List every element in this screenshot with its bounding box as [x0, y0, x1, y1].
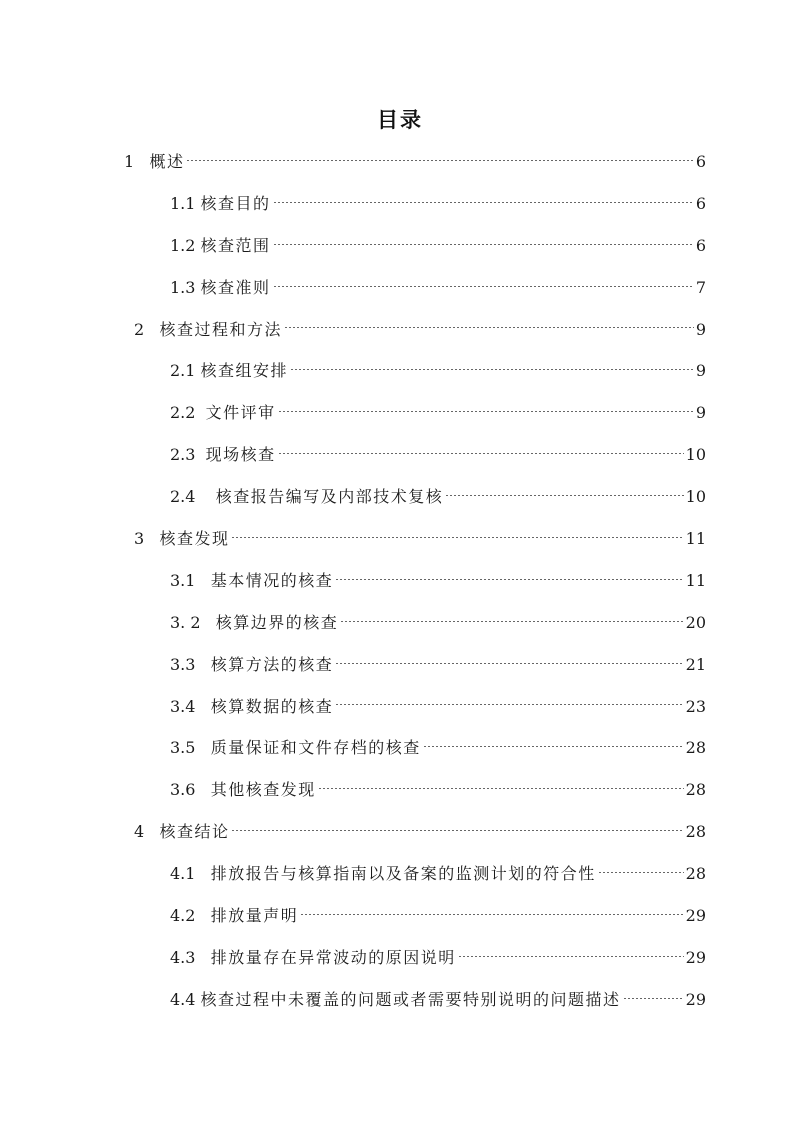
toc-entry-page: 20	[685, 612, 706, 632]
toc-entry-title: 现场核查	[205, 445, 276, 465]
toc-entry-title: 核算数据的核查	[210, 696, 334, 716]
toc-entry-2-2	[0, 392, 800, 434]
toc-entry-title: 核算边界的核查	[215, 612, 339, 632]
toc-entry-number: 3.4	[170, 696, 211, 716]
toc-entry-page: 10	[685, 487, 706, 507]
toc-entry-2	[0, 309, 800, 351]
toc-entry-title: 排放量声明	[210, 905, 299, 925]
toc-entry-page: 9	[695, 403, 706, 423]
dot-leader	[186, 160, 693, 161]
toc-entry-number: 3. 2	[170, 612, 216, 632]
dot-leader	[300, 914, 683, 915]
toc-entry-3-6	[0, 769, 800, 811]
toc-entry-number: 4	[134, 822, 160, 842]
dot-leader	[340, 621, 683, 622]
toc-entry-number: 1.3	[170, 277, 201, 297]
toc-entry-page: 7	[695, 277, 706, 297]
toc-entry-number: 3.6	[170, 780, 211, 800]
toc-entry-number: 2.3	[170, 445, 206, 465]
toc-entry-number: 1.2	[170, 235, 201, 255]
dot-leader	[445, 495, 683, 496]
dot-leader	[231, 830, 683, 831]
toc-entry-title: 核查报告编写及内部技术复核	[215, 487, 444, 507]
toc-entry-page: 9	[695, 319, 706, 339]
toc-entry-title: 核查组安排	[200, 361, 289, 381]
toc-entry-2-4	[0, 476, 800, 518]
dot-leader	[423, 746, 684, 747]
dot-leader	[278, 453, 684, 454]
toc-entry-4-2	[0, 895, 800, 937]
toc-entry-3-5	[0, 727, 800, 769]
toc-entry-number: 4.2	[170, 905, 211, 925]
toc-entry-title: 核算方法的核查	[210, 654, 334, 674]
toc-entry-title: 核查过程中未覆盖的问题或者需要特别说明的问题描述	[200, 989, 621, 1009]
toc-entry-page: 10	[685, 445, 706, 465]
toc-entry-page: 9	[695, 361, 706, 381]
toc-entry-title: 核查发现	[159, 528, 230, 548]
dot-leader	[335, 579, 683, 580]
toc-entry-number: 3.5	[170, 738, 211, 758]
toc-entry-title: 核查范围	[200, 235, 271, 255]
toc-entry-title: 概述	[149, 151, 185, 171]
toc-entry-number: 2.1	[170, 361, 201, 381]
toc-entry-3	[0, 518, 800, 560]
toc-entry-page: 23	[685, 696, 706, 716]
toc-entry-page: 11	[685, 570, 706, 590]
toc-title: 目录	[377, 107, 423, 132]
dot-leader	[335, 704, 683, 705]
toc-entry-page: 29	[685, 989, 706, 1009]
toc-entry-title: 核查准则	[200, 277, 271, 297]
toc-entry-number: 2.2	[170, 403, 206, 423]
dot-leader	[273, 286, 694, 287]
toc-entry-3-1	[0, 560, 800, 602]
toc-entry-page: 28	[685, 822, 706, 842]
dot-leader	[335, 663, 683, 664]
toc-entry-title: 核查过程和方法	[159, 319, 282, 339]
dot-leader	[623, 998, 684, 999]
toc-entry-number: 3.1	[170, 570, 211, 590]
toc-entry-number: 2.4	[170, 487, 216, 507]
toc-entry-title: 文件评审	[205, 403, 276, 423]
dot-leader	[273, 202, 694, 203]
toc-entry-4-3	[0, 937, 800, 979]
toc-entry-page: 28	[685, 780, 706, 800]
toc-entry-page: 21	[685, 654, 706, 674]
toc-entry-title: 核查目的	[200, 193, 271, 213]
toc-entry-title: 基本情况的核查	[210, 570, 334, 590]
toc-entry-3-4	[0, 686, 800, 728]
toc-entry-title: 排放报告与核算指南以及备案的监测计划的符合性	[210, 864, 596, 884]
toc-entry-number: 3.3	[170, 654, 211, 674]
toc-entry-1-3	[0, 267, 800, 309]
toc-list	[0, 141, 800, 1021]
toc-entry-page: 11	[685, 528, 706, 548]
toc-entry-page: 28	[685, 738, 706, 758]
toc-entry-number: 4.4	[170, 989, 201, 1009]
dot-leader	[231, 537, 683, 538]
toc-entry-number: 1.1	[170, 193, 201, 213]
toc-entry-page: 6	[695, 235, 706, 255]
toc-entry-3-2	[0, 602, 800, 644]
toc-entry-1-1	[0, 183, 800, 225]
toc-entry-title: 排放量存在异常波动的原因说明	[210, 947, 456, 967]
toc-entry-page: 6	[695, 193, 706, 213]
dot-leader	[273, 244, 694, 245]
toc-entry-1	[0, 141, 800, 183]
dot-leader	[284, 327, 694, 328]
toc-entry-4	[0, 811, 800, 853]
toc-entry-2-1	[0, 350, 800, 392]
toc-entry-page: 29	[685, 905, 706, 925]
toc-entry-title: 核查结论	[159, 822, 230, 842]
toc-entry-number: 3	[134, 528, 160, 548]
toc-entry-number: 2	[134, 319, 160, 339]
toc-entry-page: 6	[695, 151, 706, 171]
toc-entry-number: 1	[124, 151, 150, 171]
toc-entry-page: 28	[685, 864, 706, 884]
dot-leader	[278, 411, 694, 412]
toc-entry-1-2	[0, 225, 800, 267]
toc-entry-4-1	[0, 853, 800, 895]
dot-leader	[598, 872, 684, 873]
toc-entry-page: 29	[685, 947, 706, 967]
toc-entry-2-3	[0, 434, 800, 476]
dot-leader	[318, 788, 684, 789]
toc-entry-4-4	[0, 979, 800, 1021]
toc-entry-number: 4.3	[170, 947, 211, 967]
dot-leader	[458, 956, 684, 957]
toc-entry-title: 其他核查发现	[210, 780, 316, 800]
toc-entry-number: 4.1	[170, 864, 211, 884]
dot-leader	[290, 369, 694, 370]
toc-entry-title: 质量保证和文件存档的核查	[210, 738, 421, 758]
toc-entry-3-3	[0, 644, 800, 686]
